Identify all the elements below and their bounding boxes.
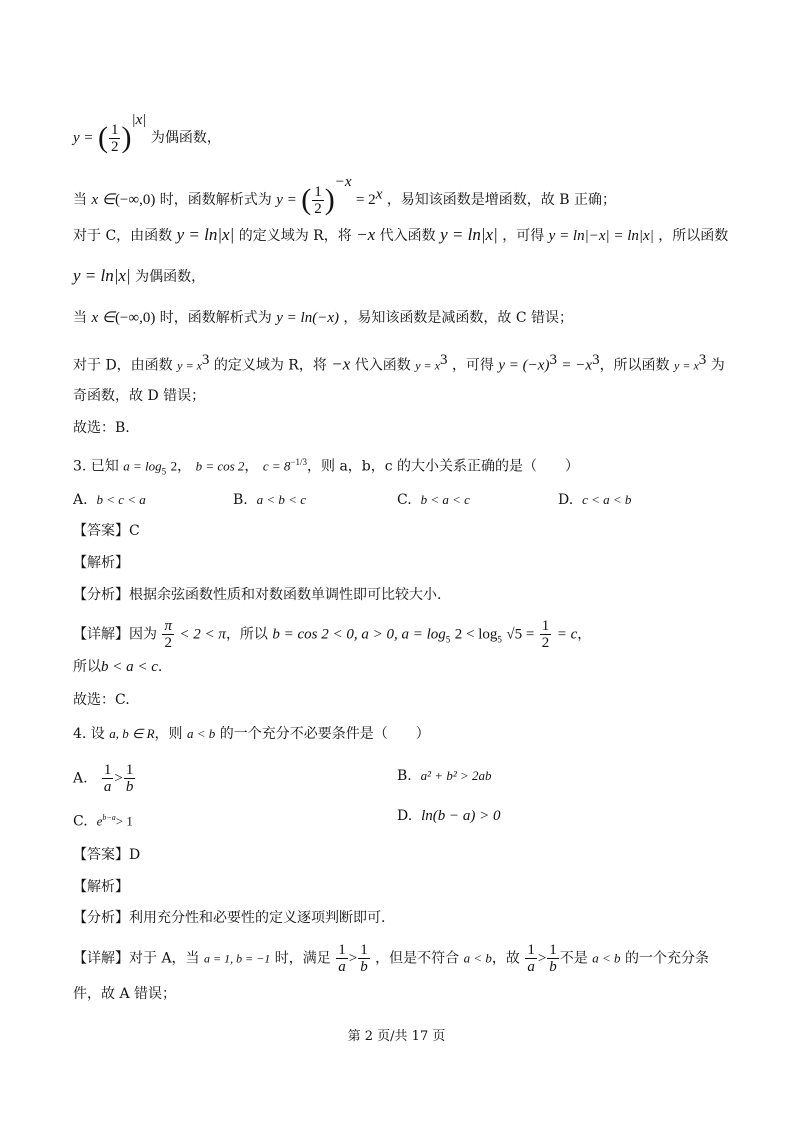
math: 5 [161,466,167,477]
text: 4. 设 [73,726,105,742]
math: 3 [549,352,557,368]
math: −1/3 [290,457,307,467]
math: y = ln|−x| = ln|x| [548,228,654,244]
text: 为 [710,357,725,374]
q4-detail-2 [73,984,176,1004]
math: b = cos 2 [195,458,245,474]
math: > 1 [115,813,133,829]
exp-abs-x: |x| [131,112,147,128]
text: 所以 [73,659,101,675]
text: C. [397,492,412,508]
text: ，可得 [502,228,545,244]
text: ，所以函数 [658,228,729,244]
q3-option-b[interactable] [233,490,306,510]
math: > [114,770,123,787]
math: y = ln|x| [440,225,498,244]
q3-select [73,690,130,710]
fraction-half: $\frac{1}{2}$ [110,121,119,155]
text: 时，满足 [274,950,331,967]
math: y = (−x) [498,357,550,374]
question-3-stem [73,452,579,481]
math: 3 [698,352,707,368]
line-3 [73,225,728,246]
math: c < a < b [582,492,632,507]
q3-answer [73,521,140,541]
text: 【解析】 [73,555,129,571]
q4-option-c[interactable] [73,808,133,832]
math: (−∞,0) [114,192,156,208]
math: > [348,950,358,967]
math: 2 [170,458,178,474]
text: 奇函数，故 D 错误； [73,388,206,404]
text: C. [73,813,88,830]
fraction-half: $\frac{1}{2}$ [314,183,322,217]
text: ， [577,626,592,643]
fraction-1-over-a: $\frac{1}{a}$ [527,942,535,975]
text: 故选：B. [73,420,130,436]
text: 代入函数 [354,357,411,374]
text: B. [397,768,412,784]
text: B. [233,492,248,508]
math: < 2 < π [179,626,226,643]
math: b < a < c [420,492,470,507]
math: b−a [102,813,116,822]
text: 【详解】因为 [73,626,157,643]
text: ，易知该函数是增函数，故 B 正确； [386,192,617,208]
text: 时，函数解析式为 [159,192,272,208]
text: 对于 D，由函数 [73,357,173,374]
paren-open: ( [301,183,312,216]
text: ， [177,458,192,475]
math-y-eq: y = [73,130,94,146]
math: a < b < c [256,492,306,507]
text: 的一个充分不必要条件是（ ） [219,726,430,742]
text: 【答案】D [73,847,141,863]
q4-detail [73,942,709,975]
text: ，所以函数 [599,357,670,374]
math: = 2 [355,192,376,208]
q4-option-b[interactable] [397,766,492,786]
q4-fenxi [73,908,385,928]
math: a² + b² > 2ab [420,768,492,783]
text: 3. 已知 [73,458,119,475]
math: c = 8 [262,458,291,474]
math: y = x [674,358,699,373]
paren-open: ( [97,121,108,154]
math: y = ln|x| [73,266,131,285]
text: ，可得 [451,357,494,374]
text: 对于 C，由函数 [73,228,173,244]
page-footer: 第 2 页/共 17 页 [347,1029,446,1044]
text: 的一个充分条 [624,950,709,967]
q4-answer [73,845,140,865]
text: 【答案】C [73,523,140,539]
fraction-1-over-b: $\frac{1}{b}$ [360,942,368,975]
math: a, b ∈ R [109,726,155,741]
line-5 [73,308,573,328]
math: b < c < a [96,492,146,507]
fraction-1-over-b: $\frac{1}{b}$ [125,762,134,795]
math: y = x [415,358,440,373]
text: 【分析】根据余弦函数性质和对数函数单调性即可比较大小. [73,587,442,603]
math: 3 [592,352,600,368]
text: A. [73,492,88,508]
math: (−∞,0) [114,310,156,326]
q4-option-d[interactable] [397,806,501,826]
fraction-pi-over-2: $\frac{\pi}{2}$ [164,618,172,651]
math: = −x [561,357,593,374]
line-7 [73,386,205,406]
text: 件，故 A 错误； [73,986,177,1002]
line-8 [73,418,130,438]
math: y = [276,192,297,208]
math: e [96,813,103,829]
math: x [375,186,383,203]
q3-suoyi: 所以b < a < c. [73,659,163,675]
fraction-1-over-a: $\frac{1}{a}$ [103,762,112,795]
text: ，所以 [225,626,268,643]
math: 3 [439,352,448,368]
q3-option-d[interactable] [558,490,631,510]
question-4-stem [73,724,430,744]
text: 为偶函数， [135,269,206,285]
math: −x [334,174,352,190]
math: y = x [177,358,202,373]
math: −x [356,225,376,244]
fraction-1-over-b: $\frac{1}{b}$ [549,942,557,975]
text: 故选：C. [73,692,130,708]
text: ，但是不符合 [375,950,460,967]
text: 【解析】 [73,879,129,895]
math: 5 [497,634,502,645]
q3-option-c[interactable] [397,490,470,510]
math: √5 = [506,626,535,643]
line-1 [73,110,221,155]
text: 当 [73,192,87,208]
math: = c [556,626,578,643]
math: y = ln|x| [176,225,235,244]
text: ，易知该函数是减函数，故 C 错误； [343,310,574,326]
line-2 [73,172,616,217]
line-4 [73,266,205,287]
text: ， [244,458,259,475]
text: 为偶函数， [150,130,221,146]
text: 代入函数 [379,228,436,244]
math: a < b [592,950,621,966]
math: x ∈ [91,192,115,208]
line-6 [73,350,725,376]
fraction-half: $\frac{1}{2}$ [541,618,550,651]
q3-jiexi [73,553,129,573]
q4-jiexi [73,877,129,897]
text: ，则 a，b，c 的大小关系正确的是（ ） [307,458,580,475]
text: ，故 [491,950,520,967]
math: 3 [201,352,210,368]
text: 【详解】对于 A，当 [73,950,200,967]
text: 的定义域为 R，将 [238,228,352,244]
text: ，则 [154,726,183,742]
q4-option-a[interactable] [73,762,136,795]
text: D. [397,808,413,824]
text: 的定义域为 R，将 [213,357,327,374]
text: A. [73,770,88,787]
math: a < b [463,950,492,966]
paren-close: ) [121,121,132,154]
math: a = 1, b = −1 [204,951,271,966]
math: 5 [445,634,451,645]
q3-option-a[interactable] [73,490,146,510]
text: 时，函数解析式为 [159,310,272,326]
math: a = log [123,458,162,474]
math: b = cos 2 < 0, a > 0, a = log [272,626,446,643]
text: D. [558,492,574,508]
math: 2 < log [454,626,498,643]
text: 当 [73,310,87,326]
math: b < a < c [101,659,158,675]
math: y = ln(−x) [276,310,339,326]
math: > [537,950,547,967]
q3-xiangjie [73,618,591,651]
math: ln(b − a) > 0 [421,808,501,824]
q3-fenxi [73,585,441,605]
math: a < b [186,726,216,741]
math: x ∈ [91,310,115,326]
fraction-1-over-a: $\frac{1}{a}$ [338,942,346,975]
text: 【分析】利用充分性和必要性的定义逐项判断即可. [73,910,386,926]
math: −x [331,354,351,374]
text: 不是 [559,950,588,967]
paren-close: ) [324,183,335,216]
